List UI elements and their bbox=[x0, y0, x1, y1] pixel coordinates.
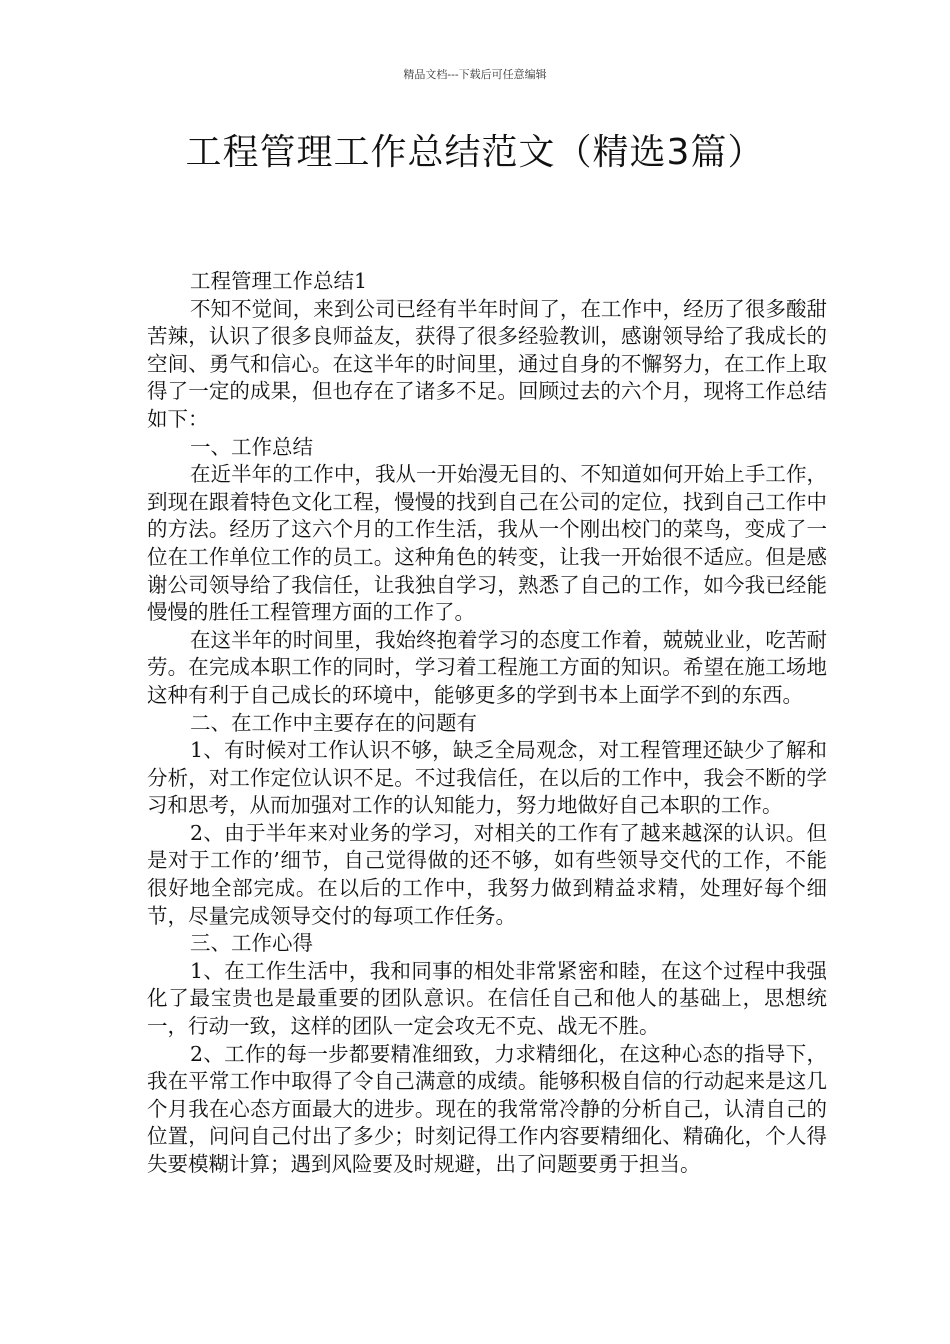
section-heading-problems: 二、在工作中主要存在的问题有 bbox=[190, 710, 477, 735]
document-title: 工程管理工作总结范文（精选3篇） bbox=[185, 132, 765, 173]
section-heading-insights: 三、工作心得 bbox=[190, 931, 313, 956]
body-paragraph: 在这半年的时间里，我始终抱着学习的态度工作着，兢兢业业，吃苦耐劳。在完成本职工作的同时，学习着工程施工方面的知识。希望在施工场地这种有利于自己成长的环境中，能够更多的学到书本上面学不到的东西。 bbox=[147, 627, 827, 707]
list-paragraph: 1、有时候对工作认识不够，缺乏全局观念，对工程管理还缺少了解和分析，对工作定位认识不足。不过我信任，在以后的工作中，我会不断的学习和思考，从而加强对工作的认知能力，努力地做好自己本职的工作。 bbox=[147, 738, 827, 818]
list-paragraph: 2、由于半年来对业务的学习，对相关的工作有了越来越深的认识。但是对于工作的’细节，自己觉得做的还不够，如有些领导交代的工作，不能很好地全部完成。在以后的工作中，我努力做到精益求精，处理好每个细节，尽量完成领导交付的每项工作任务。 bbox=[147, 820, 827, 928]
body-paragraph: 在近半年的工作中，我从一开始漫无目的、不知道如何开始上手工作，到现在跟着特色文化工程，慢慢的找到自己在公司的定位，找到自己工作中的方法。经历了这六个月的工作生活，我从一个刚出校门的菜鸟，变成了一位在工作单位工作的员工。这种角色的转变，让我一开始很不适应。但是感谢公司领导给了我信任，让我独自学习，熟悉了自己的工作，如今我已经能慢慢的胜任工程管理方面的工作了。 bbox=[147, 462, 827, 625]
intro-paragraph: 不知不觉间，来到公司已经有半年时间了，在工作中，经历了很多酸甜苦辣，认识了很多良师益友，获得了很多经验教训，感谢领导给了我成长的空间、勇气和信心。在这半年的时间里，通过自身的不懈努力，在工作上取得了一定的成果，但也存在了诸多不足。回顾过去的六个月，现将工作总结如下： bbox=[147, 296, 827, 431]
document-body bbox=[147, 268, 827, 1179]
section-heading-summary-1: 工程管理工作总结1 bbox=[190, 269, 368, 293]
section-heading-work-summary: 一、工作总结 bbox=[190, 434, 313, 459]
list-paragraph: 1、在工作生活中，我和同事的相处非常紧密和睦，在这个过程中我强化了最宝贵也是最重要的团队意识。在信任自己和他人的基础上，思想统一，行动一致，这样的团队一定会攻无不克、战无不胜。 bbox=[147, 958, 827, 1039]
header-note: 精品文档---下载后可任意编辑 bbox=[403, 68, 547, 81]
list-paragraph: 2、工作的每一步都要精准细致，力求精细化，在这种心态的指导下，我在平常工作中取得了令自己满意的成绩。能够积极自信的行动起来是这几个月我在心态方面最大的进步。现在的我常常冷静的分析自己，认清自己的位置，问问自己付出了多少；时刻记得工作内容要精细化、精确化，个人得失要模糊计算；遇到风险要及时规避，出了问题要勇于担当。 bbox=[147, 1041, 827, 1176]
